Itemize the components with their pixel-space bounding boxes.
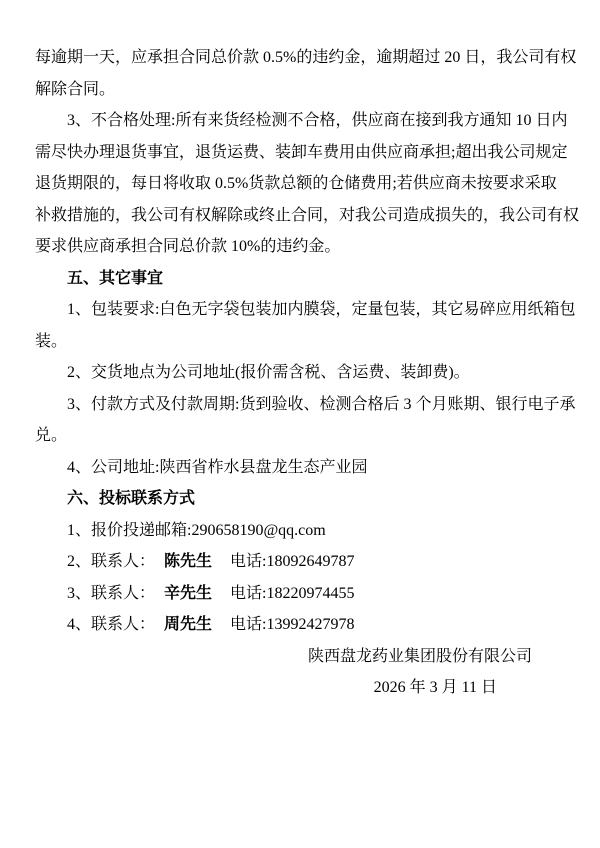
contact-label: 4、联系人： bbox=[67, 616, 156, 633]
body-line-packaging-wrap: 装。 bbox=[35, 332, 68, 350]
body-line-delivery-location: 2、交货地点为公司地址(报价需含税、含运费、装卸费)。 bbox=[67, 364, 470, 381]
contact-left-chen bbox=[67, 546, 230, 578]
body-line-company-address: 4、公司地址:陕西省柞水县盘龙生态产业园 bbox=[67, 458, 368, 476]
body-line-quote-email: 1、报价投递邮箱:290658190@qq.com bbox=[67, 521, 326, 539]
signature-date: 2026 年 3 月 11 日 bbox=[373, 679, 497, 696]
contact-label: 3、联系人： bbox=[67, 584, 156, 602]
body-line-contract-termination: 解除合同。 bbox=[35, 80, 116, 98]
body-line-return-goods: 需尽快办理退货事宜，退货运费、装卸车费用由供应商承担;超出我公司规定 bbox=[35, 143, 568, 161]
contact-left-xin bbox=[67, 578, 230, 610]
contact-phone-number: 13992427978 bbox=[266, 616, 355, 633]
heading-section-5-other-matters: 五、其它事宜 bbox=[67, 269, 164, 287]
contact-left-zhou bbox=[67, 609, 230, 641]
contact-name: 辛先生 bbox=[164, 584, 213, 602]
body-line-storage-fee: 退货期限的，每日将收取 0.5%货款总额的仓储费用;若供应商未按要求采取 bbox=[35, 175, 557, 192]
body-line-payment-terms: 3、付款方式及付款周期:货到验收、检测合格后 3 个月账期、银行电子承 bbox=[67, 395, 576, 413]
contact-row-xin bbox=[35, 578, 565, 610]
contact-label: 2、联系人： bbox=[67, 553, 156, 570]
contact-phone-number: 18220974455 bbox=[266, 584, 355, 602]
contact-name: 周先生 bbox=[164, 616, 213, 633]
body-line-packaging-requirement: 1、包装要求:白色无字袋包装加内膜袋，定量包装，其它易碎应用纸箱包 bbox=[67, 301, 576, 318]
heading-section-6-bid-contact: 六、投标联系方式 bbox=[67, 490, 196, 507]
contact-row-zhou bbox=[35, 609, 565, 641]
body-line-payment-wrap: 兑。 bbox=[35, 427, 68, 444]
body-line-10-percent-penalty: 要求供应商承担合同总价款 10%的违约金。 bbox=[35, 238, 341, 255]
body-line-rejection-handling: 3、不合格处理:所有来货经检测不合格，供应商在接到我方通知 10 日内 bbox=[67, 112, 568, 129]
contact-phone-label: 电话: bbox=[230, 584, 267, 602]
contact-phone-number: 18092649787 bbox=[266, 553, 355, 570]
company-signature: 陕西盘龙药业集团股份有限公司 bbox=[307, 647, 532, 665]
contact-phone-label: 电话: bbox=[230, 616, 267, 633]
contact-name: 陈先生 bbox=[164, 553, 213, 570]
contact-phone-label: 电话: bbox=[230, 553, 267, 570]
contact-row-chen bbox=[35, 546, 565, 578]
body-line-remedy-measures: 补救措施的，我公司有权解除或终止合同，对我公司造成损失的，我公司有权 bbox=[35, 206, 580, 224]
body-line-overdue-penalty: 每逾期一天，应承担合同总价款 0.5%的违约金，逾期超过 20 日，我公司有权 bbox=[35, 49, 577, 66]
